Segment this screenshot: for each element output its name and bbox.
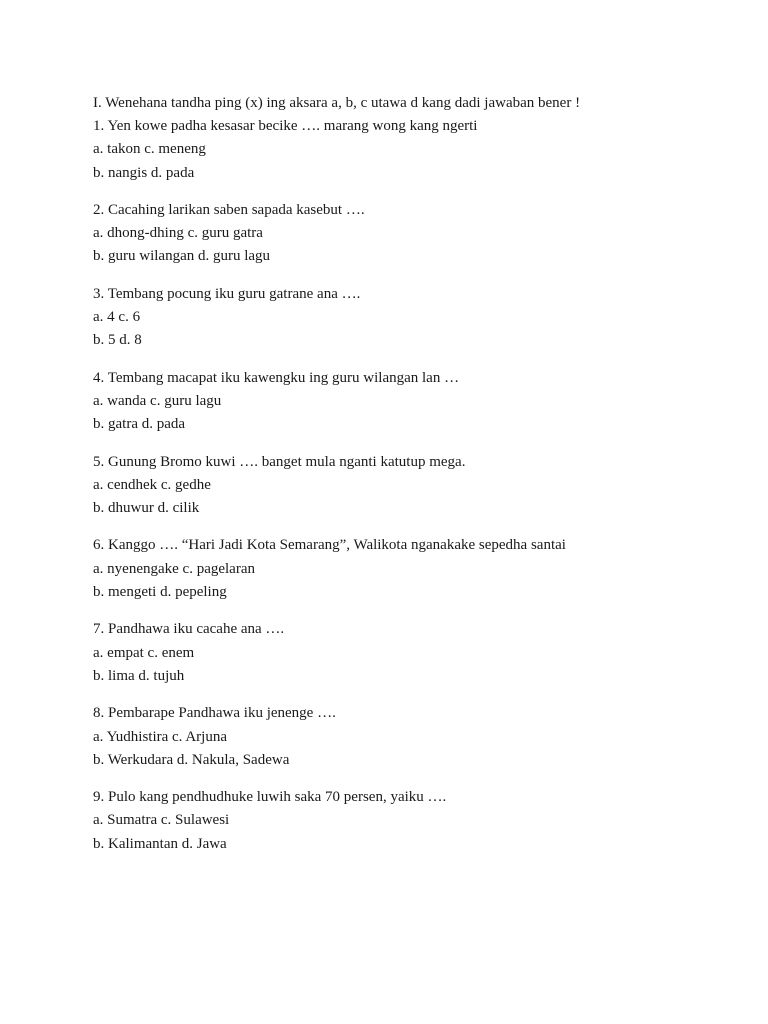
question-1: [93, 115, 733, 185]
options-b-d: b. dhuwur d. cilik: [93, 500, 200, 517]
question-text: 7. Pandhawa iku cacahe ana ….: [93, 621, 285, 638]
question-2: [93, 199, 733, 269]
options-a-c: a. Sumatra c. Sulawesi: [93, 812, 230, 829]
question-3: [93, 283, 733, 353]
question-text: 1. Yen kowe padha kesasar becike …. marang wong kang ngerti: [93, 118, 478, 134]
question-text: 6. Kanggo …. “Hari Jadi Kota Semarang”, Walikota nganakake sepedha santai: [93, 537, 566, 554]
question-text: 8. Pembarape Pandhawa iku jenenge ….: [93, 705, 336, 722]
document-page: [93, 92, 733, 870]
question-9: [93, 786, 733, 856]
options-b-d: b. nangis d. pada: [93, 164, 195, 181]
options-b-d: b. lima d. tujuh: [93, 667, 185, 684]
question-text: 5. Gunung Bromo kuwi …. banget mula nganti katutup mega.: [93, 453, 466, 470]
question-5: [93, 451, 733, 521]
question-7: [93, 618, 733, 688]
options-a-c: a. cendhek c. gedhe: [93, 476, 211, 493]
question-8: [93, 702, 733, 772]
options-a-c: a. wanda c. guru lagu: [93, 392, 222, 409]
question-text: 3. Tembang pocung iku guru gatrane ana ….: [93, 285, 361, 302]
question-4: [93, 367, 733, 437]
options-b-d: b. guru wilangan d. guru lagu: [93, 248, 271, 265]
options-a-c: a. dhong-dhing c. guru gatra: [93, 225, 263, 242]
question-text: 2. Cacahing larikan saben sapada kasebut ….: [93, 201, 365, 218]
options-b-d: b. gatra d. pada: [93, 416, 186, 433]
options-b-d: b. mengeti d. pepeling: [93, 584, 227, 601]
options-a-c: a. empat c. enem: [93, 644, 195, 661]
options-a-c: a. takon c. meneng: [93, 141, 206, 158]
question-6: [93, 534, 733, 604]
options-a-c: a. 4 c. 6: [93, 309, 141, 326]
options-b-d: b. Kalimantan d. Jawa: [93, 835, 227, 852]
question-text: 4. Tembang macapat iku kawengku ing guru wilangan lan …: [93, 369, 460, 386]
question-text: 9. Pulo kang pendhudhuke luwih saka 70 persen, yaiku ….: [93, 789, 447, 806]
instruction-heading: I. Wenehana tandha ping (x) ing aksara a, b, c utawa d kang dadi jawaban bener !: [93, 95, 581, 111]
options-a-c: a. nyenengake c. pagelaran: [93, 560, 255, 577]
options-b-d: b. 5 d. 8: [93, 332, 142, 349]
options-b-d: b. Werkudara d. Nakula, Sadewa: [93, 751, 290, 768]
options-a-c: a. Yudhistira c. Arjuna: [93, 728, 227, 745]
